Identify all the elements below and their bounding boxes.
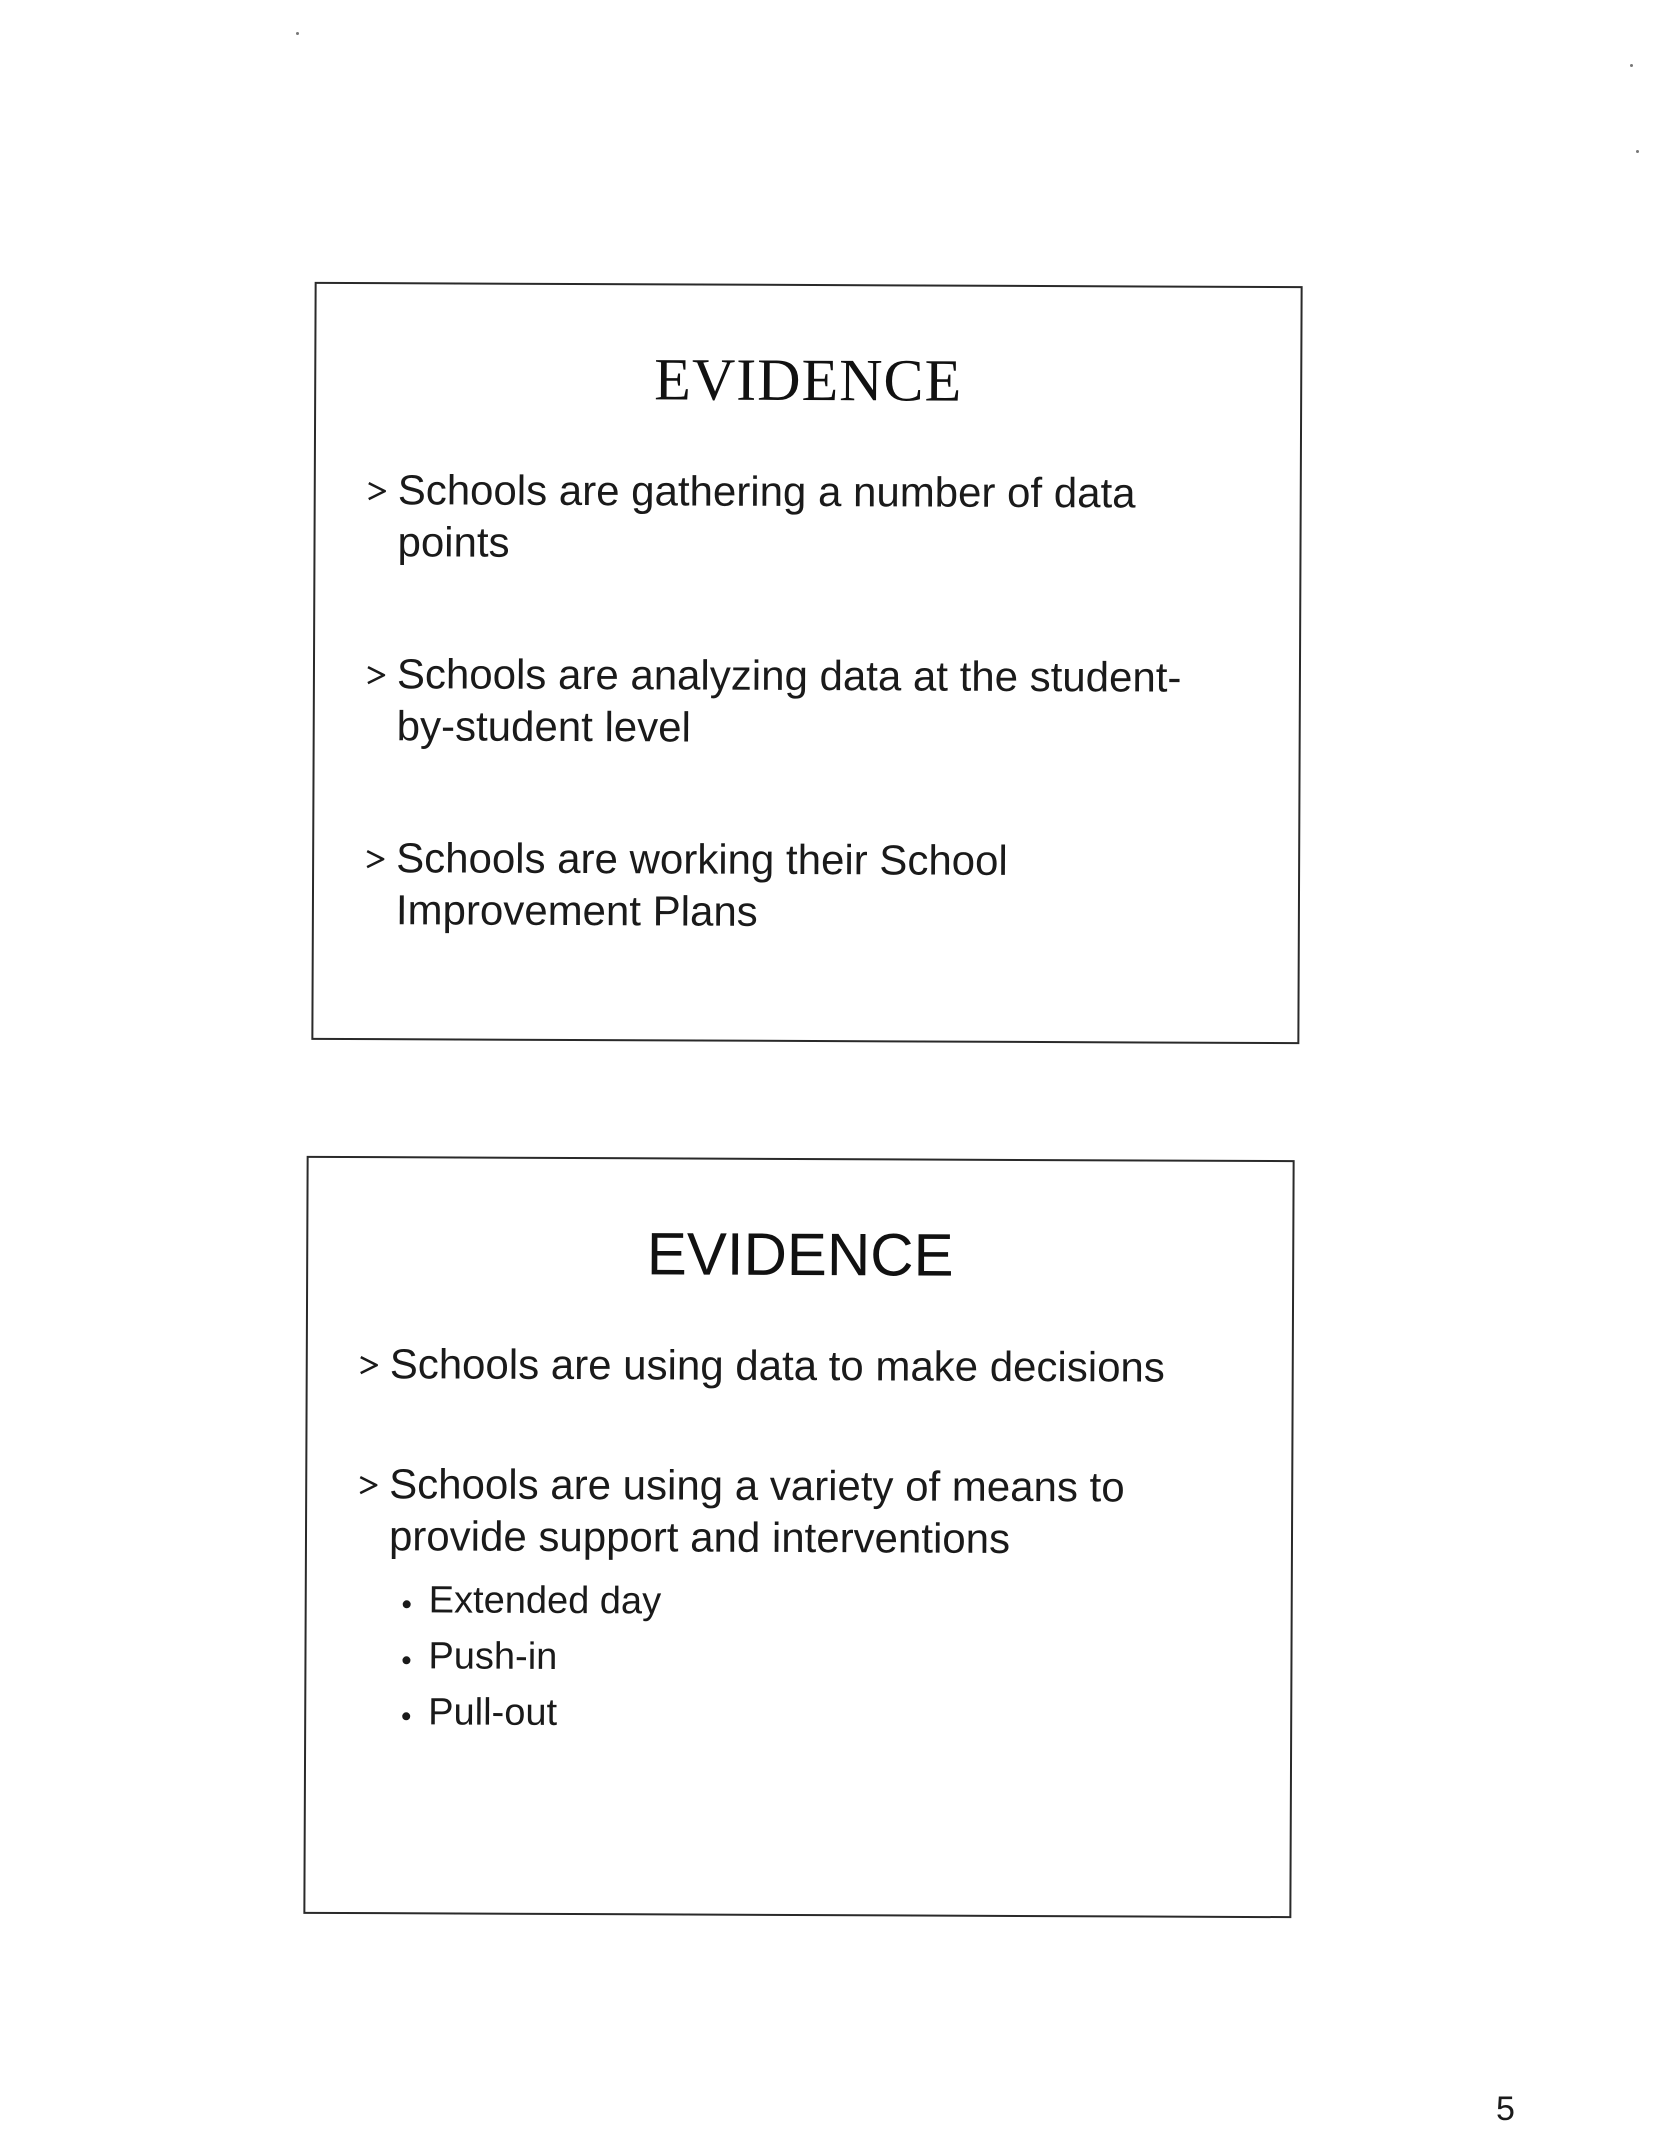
slide-1-bullet-list (363, 464, 1239, 1020)
slide-2-bullet-text: Schools are using a variety of means to provide support and interventions (388, 1460, 1125, 1562)
scan-speck (296, 32, 299, 35)
sub-bullet-text: Extended day (428, 1579, 662, 1623)
slide-2-bullet (356, 1458, 1231, 1744)
dot-bullet-icon (402, 1656, 410, 1664)
slide-1 (311, 282, 1302, 1044)
sub-bullet (389, 1572, 1231, 1632)
slide-2-bullet-list (356, 1338, 1232, 1812)
dot-bullet-icon (403, 1600, 411, 1608)
page-number: 5 (1496, 2090, 1515, 2128)
sub-bullet-text: Push-in (428, 1635, 558, 1678)
slide-1-bullet (364, 832, 1238, 940)
sub-bullet (388, 1628, 1230, 1688)
scan-speck (1636, 150, 1639, 153)
arrow-bullet-icon (364, 848, 386, 870)
dot-bullet-icon (402, 1712, 410, 1720)
slide-2-bullet-text: Schools are using data to make decisions (389, 1340, 1165, 1391)
arrow-bullet-icon (357, 1474, 379, 1496)
slide-1-title: EVIDENCE (654, 346, 963, 414)
slide-1-bullet (365, 464, 1239, 572)
slide-2-sub-bullet-list (388, 1572, 1231, 1744)
slide-1-bullet (365, 648, 1239, 756)
slide-1-bullet-text: Schools are working their School Improvement Plans (395, 834, 1008, 935)
slide-2-title: EVIDENCE (646, 1220, 954, 1289)
arrow-bullet-icon (358, 1354, 380, 1376)
slide-1-bullet-text: Schools are gathering a number of data points (397, 466, 1136, 566)
scan-speck (1630, 64, 1633, 67)
sub-bullet-text: Pull-out (428, 1691, 558, 1734)
slide-1-bullet-text: Schools are analyzing data at the student-by-student level (396, 650, 1182, 751)
arrow-bullet-icon (365, 664, 387, 686)
slide-2-bullet (358, 1338, 1232, 1394)
arrow-bullet-icon (366, 480, 388, 502)
slide-2 (303, 1156, 1294, 1918)
sub-bullet (388, 1684, 1230, 1744)
